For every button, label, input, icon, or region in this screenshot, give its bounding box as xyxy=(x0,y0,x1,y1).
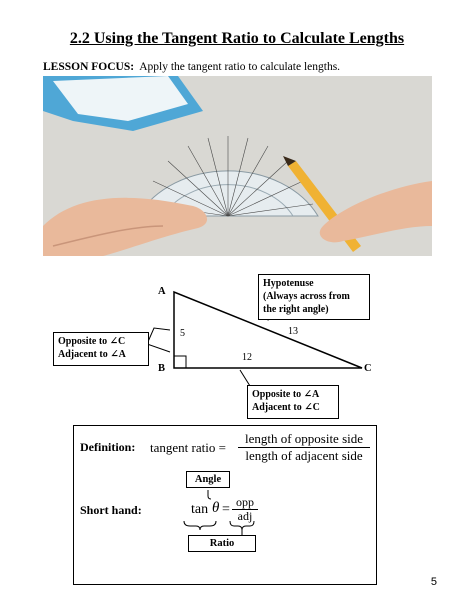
definition-term: tangent ratio = xyxy=(150,440,226,455)
shorthand-label: Short hand: xyxy=(80,503,142,517)
definition-fraction xyxy=(238,431,370,464)
vertex-c-label: C xyxy=(364,363,372,374)
ratio-box: Ratio xyxy=(188,535,256,552)
angle-pointer xyxy=(208,490,211,499)
page-title: 2.2 Using the Tangent Ratio to Calculate Lengths xyxy=(69,30,405,47)
hypotenuse-callout xyxy=(258,274,370,320)
shorthand-denominator: adj xyxy=(237,509,253,523)
hypotenuse-callout-line-2: (Always across from xyxy=(263,291,350,302)
left-callout xyxy=(53,332,149,366)
side-bc-length: 12 xyxy=(242,352,252,363)
lesson-focus xyxy=(43,61,340,73)
vertex-b-label: B xyxy=(158,363,166,374)
angle-box: Angle xyxy=(186,471,230,488)
bottom-callout-pointer xyxy=(240,370,264,386)
tan-brace xyxy=(184,521,216,530)
definition-denominator: length of adjacent side xyxy=(245,448,363,463)
lesson-focus-text: Apply the tangent ratio to calculate lengths. xyxy=(139,61,341,73)
bottom-callout-line-1: Opposite to ∠A xyxy=(252,389,320,400)
shorthand-numerator: opp xyxy=(232,496,258,510)
definition-numerator: length of opposite side xyxy=(238,431,370,448)
side-ac-length: 13 xyxy=(288,326,298,337)
shorthand-braces xyxy=(180,488,270,536)
ratio-brace xyxy=(230,521,254,530)
side-ab-length: 5 xyxy=(180,328,185,339)
left-callout-line-2: Adjacent to ∠A xyxy=(58,349,126,360)
shorthand-theta: θ xyxy=(212,500,220,516)
hypotenuse-callout-line-3: the right angle) xyxy=(263,304,329,315)
page-number: 5 xyxy=(430,576,437,588)
vertex-a-label: A xyxy=(158,286,166,297)
right-angle-marker xyxy=(174,356,186,368)
left-callout-pointer xyxy=(147,328,170,352)
bottom-callout xyxy=(247,385,339,419)
left-callout-line-1: Opposite to ∠C xyxy=(58,336,126,347)
bottom-callout-line-2: Adjacent to ∠C xyxy=(252,402,320,413)
definition-label: Definition: xyxy=(80,440,136,454)
protractor-photo-illustration xyxy=(43,76,432,256)
shorthand-equals: = xyxy=(222,502,230,517)
hypotenuse-callout-line-1: Hypotenuse xyxy=(263,278,314,289)
shorthand-tan: tan xyxy=(191,502,209,517)
protractor-photo xyxy=(43,76,432,256)
lesson-focus-label: LESSON FOCUS: xyxy=(43,61,135,73)
